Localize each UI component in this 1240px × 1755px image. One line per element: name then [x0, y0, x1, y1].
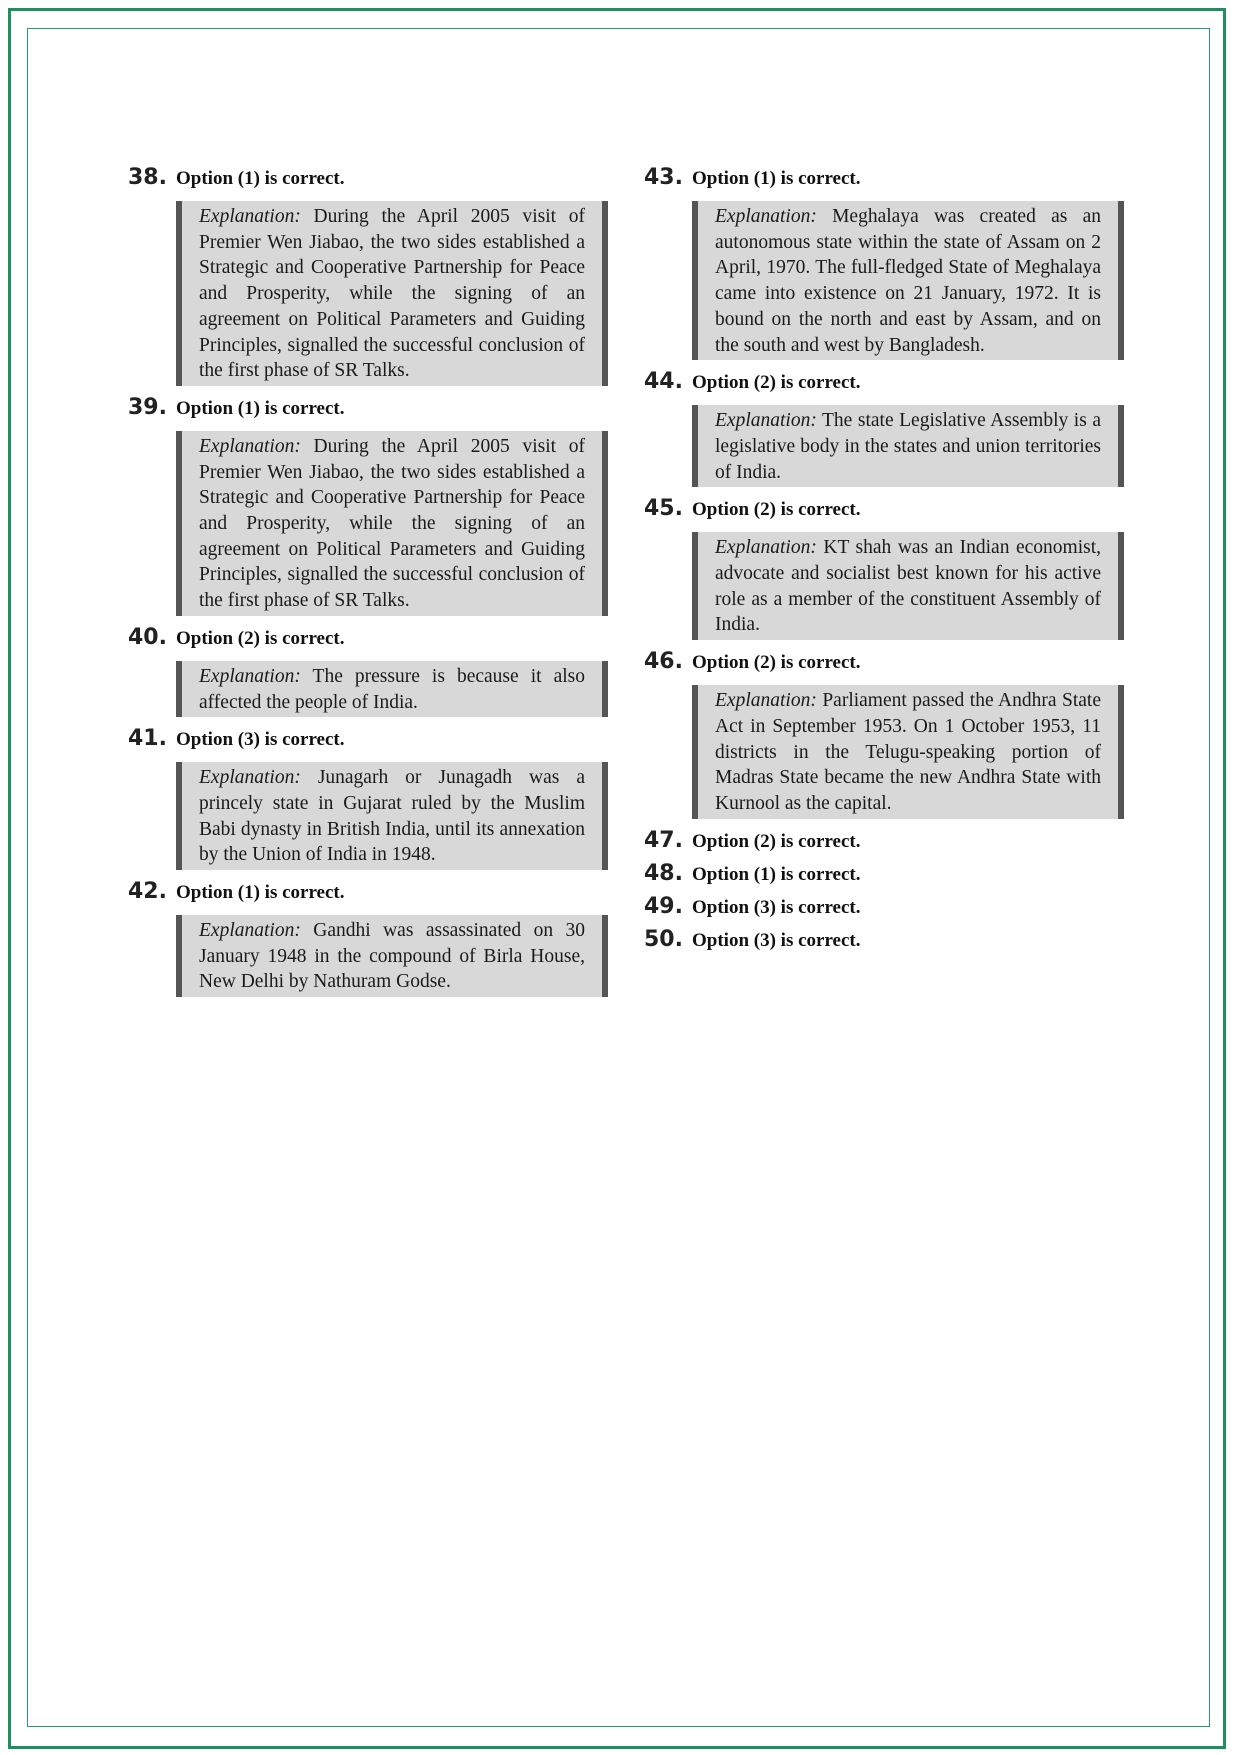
answer-text: Option (2) is correct. — [692, 830, 861, 852]
answer-text: Option (2) is correct. — [176, 627, 345, 649]
question-47 — [644, 828, 1134, 855]
explanation-box — [692, 405, 1124, 487]
explanation-text: Junagarh or Junagadh was a princely state in Gujarat ruled by the Muslim Babi dynasty in British India, until its annexation by the Union of India in 1948. — [199, 767, 586, 866]
explanation-text: Gandhi was assassinated on 30 January 1948 in the compound of Birla House, New Delhi by Nathuram Godse. — [199, 920, 586, 993]
answer-text: Option (1) is correct. — [176, 397, 345, 419]
question-number: 44. — [644, 369, 683, 395]
explanation-box — [692, 685, 1124, 819]
question-number: 42. — [128, 879, 167, 905]
explanation-label: Explanation: — [199, 665, 301, 687]
explanation-box — [176, 661, 608, 717]
question-number: 49. — [644, 893, 683, 919]
explanation-label: Explanation: — [715, 537, 817, 559]
answer-text: Option (1) is correct. — [176, 882, 345, 904]
left-column — [128, 165, 618, 1006]
explanation-box — [176, 915, 608, 997]
question-43 — [644, 165, 1134, 360]
question-number: 47. — [644, 827, 683, 853]
explanation-label: Explanation: — [715, 206, 817, 227]
question-number: 45. — [644, 496, 683, 522]
explanation-text: The state Legislative Assembly is a legislative body in the states and union territories of India. — [715, 410, 1101, 483]
question-number: 38. — [128, 165, 167, 190]
question-number: 39. — [128, 394, 167, 420]
explanation-label: Explanation: — [199, 767, 301, 789]
question-39 — [128, 395, 618, 616]
explanation-box — [176, 431, 608, 616]
question-42 — [128, 879, 618, 997]
answer-text: Option (1) is correct. — [692, 168, 861, 189]
question-48 — [644, 861, 1134, 888]
answer-text: Option (3) is correct. — [692, 929, 861, 951]
answer-text: Option (2) is correct. — [692, 499, 861, 521]
explanation-text: During the April 2005 visit of Premier Wen Jiabao, the two sides established a Strategic and Cooperative Partnership for Peace and Prosperity, while the signing of an agreement on Political Parameters and Guiding Principles, signalled the successful conclusion of the first phase of SR Talks. — [199, 206, 585, 382]
question-41 — [128, 726, 618, 870]
question-46 — [644, 649, 1134, 819]
explanation-label: Explanation: — [715, 690, 817, 712]
explanation-box — [692, 201, 1124, 360]
question-number: 40. — [128, 624, 167, 650]
question-49 — [644, 894, 1134, 921]
explanation-label: Explanation: — [199, 920, 301, 942]
explanation-label: Explanation: — [199, 206, 301, 227]
answer-text: Option (3) is correct. — [692, 896, 861, 918]
question-50 — [644, 927, 1134, 954]
explanation-label: Explanation: — [199, 435, 301, 457]
right-column — [644, 165, 1134, 960]
explanation-text: The pressure is because it also affected the people of India. — [199, 665, 585, 713]
explanation-text: Meghalaya was created as an autonomous state within the state of Assam on 2 April, 1970. The full-fledged State of Meghalaya came into existence on 21 January, 1972. It is bound on the north and east by Assam, and on the south and west by Bangladesh. — [715, 206, 1102, 356]
explanation-box — [176, 762, 608, 870]
explanation-box — [176, 201, 608, 386]
explanation-label: Explanation: — [715, 410, 817, 432]
question-45 — [644, 496, 1134, 640]
question-number: 41. — [128, 726, 167, 752]
question-44 — [644, 369, 1134, 487]
explanation-text: During the April 2005 visit of Premier Wen Jiabao, the two sides established a Strategic and Cooperative Partnership for Peace and Prosperity, while the signing of an agreement on Political Parameters and Guiding Principles, signalled the successful conclusion of the first phase of SR Talks. — [199, 435, 585, 612]
question-number: 46. — [644, 649, 683, 675]
answer-text: Option (2) is correct. — [692, 372, 861, 394]
question-number: 48. — [644, 860, 683, 886]
explanation-text: KT shah was an Indian economist, advocate and socialist best known for his active role as a member of the constituent Assembly of India. — [715, 537, 1102, 636]
answer-text: Option (2) is correct. — [692, 652, 861, 674]
explanation-text: Parliament passed the Andhra State Act in September 1953. On 1 October 1953, 11 districts in the Telugu-speaking portion of Madras State became the new Andhra State with Kurnool as the capital. — [715, 690, 1101, 814]
question-number: 43. — [644, 165, 683, 190]
question-38 — [128, 165, 618, 386]
answer-text: Option (1) is correct. — [692, 863, 861, 885]
answer-text: Option (3) is correct. — [176, 729, 345, 751]
answer-text: Option (1) is correct. — [176, 168, 345, 189]
question-number: 50. — [644, 926, 683, 952]
explanation-box — [692, 532, 1124, 640]
question-40 — [128, 625, 618, 717]
